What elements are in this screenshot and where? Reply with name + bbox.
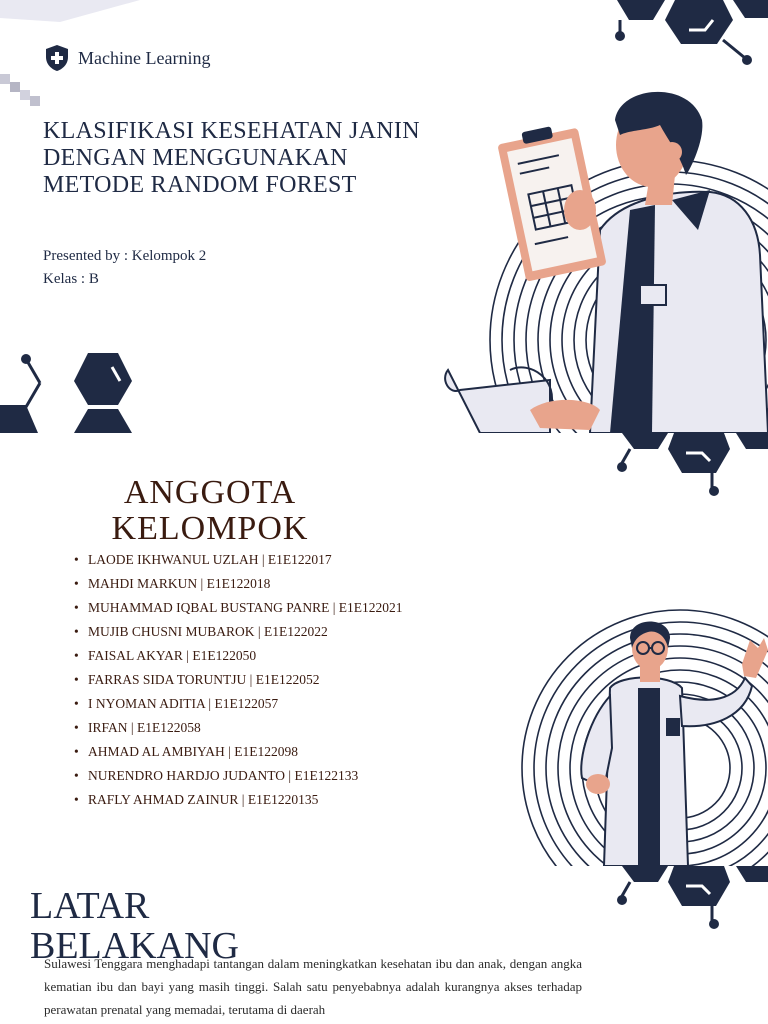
heading-line: LATAR bbox=[30, 885, 150, 927]
list-item: • IRFAN | E1E122058 bbox=[74, 716, 403, 740]
list-item: • FARRAS SIDA TORUNTJU | E1E122052 bbox=[74, 668, 403, 692]
list-item: • LAODE IKHWANUL UZLAH | E1E122017 bbox=[74, 548, 403, 572]
slide-members bbox=[0, 433, 768, 866]
shield-cross-icon bbox=[44, 44, 70, 72]
section-heading bbox=[95, 475, 325, 547]
title-line: DENGAN MENGGUNAKAN bbox=[43, 145, 348, 171]
hexagon-molecule-decoration bbox=[612, 866, 768, 936]
list-item: • FAISAL AKYAR | E1E122050 bbox=[74, 644, 403, 668]
list-item: • AHMAD AL AMBIYAH | E1E122098 bbox=[74, 740, 403, 764]
presented-by: Presented by : Kelompok 2 bbox=[43, 248, 207, 264]
list-item: • MUJIB CHUSNI MUBAROK | E1E122022 bbox=[74, 620, 403, 644]
list-item: • NURENDRO HARDJO JUDANTO | E1E122133 bbox=[74, 764, 403, 788]
title-line: KLASIFIKASI KESEHATAN JANIN bbox=[43, 118, 420, 144]
class-label: Kelas : B bbox=[43, 271, 99, 287]
brand bbox=[44, 44, 210, 72]
body-paragraph: Sulawesi Tenggara menghadapi tantangan dalam meningkatkan kesehatan ibu dan anak, dengan angka kematian ibu dan bayi yang masih tinggi. Salah satu penyebabnya adalah kurangnya akses terhadap perawatan prenatal yang memadai, terutama di daerah bbox=[44, 956, 582, 1017]
hexagon-molecule-decoration bbox=[0, 345, 140, 433]
list-item: • RAFLY AHMAD ZAINUR | E1E1220135 bbox=[74, 788, 403, 812]
slide-background bbox=[0, 866, 768, 1024]
hexagon-molecule-decoration bbox=[612, 433, 768, 503]
list-item: • I NYOMAN ADITIA | E1E122057 bbox=[74, 692, 403, 716]
brand-label: Machine Learning bbox=[78, 47, 211, 68]
doctor-clipboard-illustration bbox=[440, 80, 768, 433]
hexagon-molecule-decoration bbox=[605, 0, 768, 70]
list-item: • MAHDI MARKUN | E1E122018 bbox=[74, 572, 403, 596]
list-item: • MUHAMMAD IQBAL BUSTANG PANRE | E1E122021 bbox=[74, 596, 403, 620]
heading-line: ANGGOTA bbox=[123, 474, 297, 511]
doctor-waving-illustration bbox=[520, 608, 768, 866]
heading-line: BELAKANG bbox=[30, 925, 239, 967]
member-list bbox=[74, 548, 403, 812]
heading-line: KELOMPOK bbox=[111, 510, 309, 547]
page-title bbox=[43, 118, 477, 199]
title-line: METODE RANDOM FOREST bbox=[43, 172, 357, 198]
slide-title bbox=[0, 0, 768, 433]
presenter-info bbox=[43, 245, 206, 291]
